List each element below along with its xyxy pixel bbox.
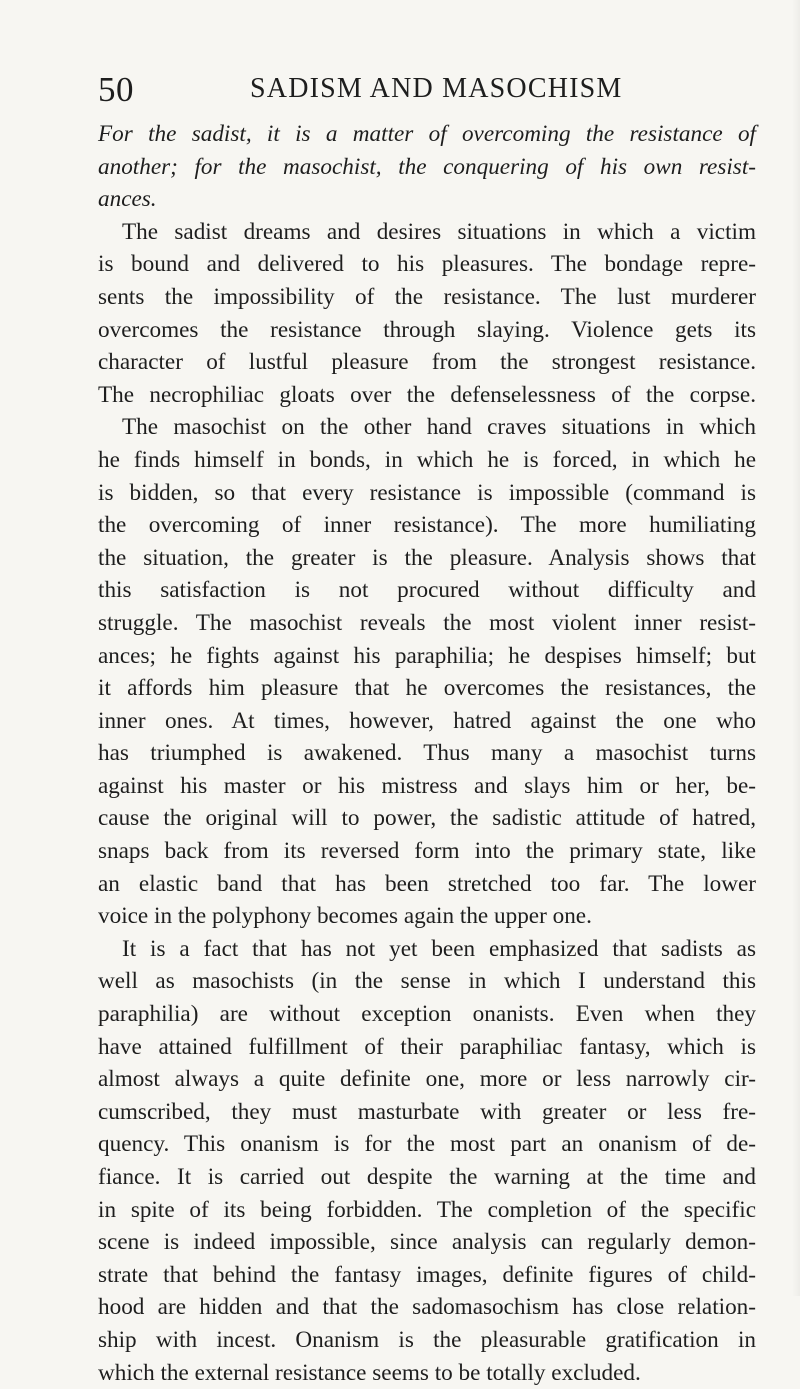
- page-number: 50: [98, 70, 134, 109]
- text-line: cause the original will to power, the sadistic attitude of hatred,: [98, 805, 756, 832]
- text-line: The sadist dreams and desires situations in which a victim: [122, 218, 756, 245]
- text-line: in spite of its being forbidden. The completion of the specific: [98, 1196, 756, 1223]
- text-line: ances.: [98, 186, 157, 213]
- text-line: have attained fulfillment of their paraphiliac fantasy, which is: [98, 1033, 756, 1060]
- text-line: strate that behind the fantasy images, definite figures of child-: [98, 1261, 756, 1288]
- text-line: he finds himself in bonds, in which he is forced, in which he: [98, 446, 756, 473]
- text-line: voice in the polyphony becomes again the upper one.: [98, 903, 592, 930]
- text-line: well as masochists (in the sense in which I understand this: [98, 968, 756, 995]
- text-line: which the external resistance seems to be totally excluded.: [98, 1359, 641, 1386]
- page-header: [98, 66, 758, 116]
- text-line: has triumphed is awakened. Thus many a masochist turns: [98, 740, 756, 767]
- text-line: The masochist on the other hand craves situations in which: [122, 414, 756, 441]
- text-line: hood are hidden and that the sadomasochism has close relation-: [98, 1294, 756, 1321]
- text-line: the overcoming of inner resistance). The more humiliating: [98, 512, 756, 539]
- text-line: it affords him pleasure that he overcomes the resistances, the: [98, 675, 756, 702]
- text-line: almost always a quite definite one, more or less narrowly cir-: [98, 1066, 756, 1093]
- text-line: fiance. It is carried out despite the warning at the time and: [98, 1164, 756, 1190]
- body-text: [98, 118, 756, 1389]
- page-edge-shadow: [792, 0, 800, 1296]
- text-line: inner ones. At times, however, hatred against the one who: [98, 707, 756, 734]
- text-line: the situation, the greater is the pleasure. Analysis shows that: [98, 544, 756, 571]
- text-line: overcomes the resistance through slaying. Violence gets its: [98, 316, 756, 343]
- text-line: quency. This onanism is for the most part an onanism of de-: [98, 1131, 756, 1158]
- text-line: ship with incest. Onanism is the pleasurable gratification in: [98, 1326, 756, 1353]
- text-line: against his master or his mistress and slays him or her, be-: [98, 772, 756, 799]
- text-line: an elastic band that has been stretched too far. The lower: [98, 870, 756, 897]
- text-line: For the sadist, it is a matter of overcoming the resistance of: [98, 121, 756, 147]
- text-line: is bound and delivered to his pleasures. The bondage repre-: [98, 251, 756, 278]
- text-line: scene is indeed impossible, since analysis can regularly demon-: [98, 1229, 756, 1256]
- text-line: sents the impossibility of the resistance. The lust murderer: [98, 283, 756, 310]
- text-line: another; for the masochist, the conquering of his own resist-: [98, 153, 756, 180]
- text-line: character of lustful pleasure from the strongest resistance.: [98, 349, 756, 376]
- text-line: snaps back from its reversed form into the primary state, like: [98, 838, 756, 865]
- text-line: The necrophiliac gloats over the defenselessness of the corpse.: [98, 381, 756, 408]
- running-head: SADISM AND MASOCHISM: [250, 73, 623, 104]
- text-line: cumscribed, they must masturbate with greater or less fre-: [98, 1098, 756, 1125]
- text-line: ances; he fights against his paraphilia; he despises himself; but: [98, 642, 756, 669]
- text-line: paraphilia) are without exception onanists. Even when they: [98, 1001, 756, 1028]
- text-line: this satisfaction is not procured without difficulty and: [98, 577, 756, 604]
- text-line: struggle. The masochist reveals the most violent inner resist-: [98, 609, 756, 636]
- text-line: is bidden, so that every resistance is impossible (command is: [98, 479, 756, 506]
- text-line: It is a fact that has not yet been emphasized that sadists as: [122, 935, 756, 962]
